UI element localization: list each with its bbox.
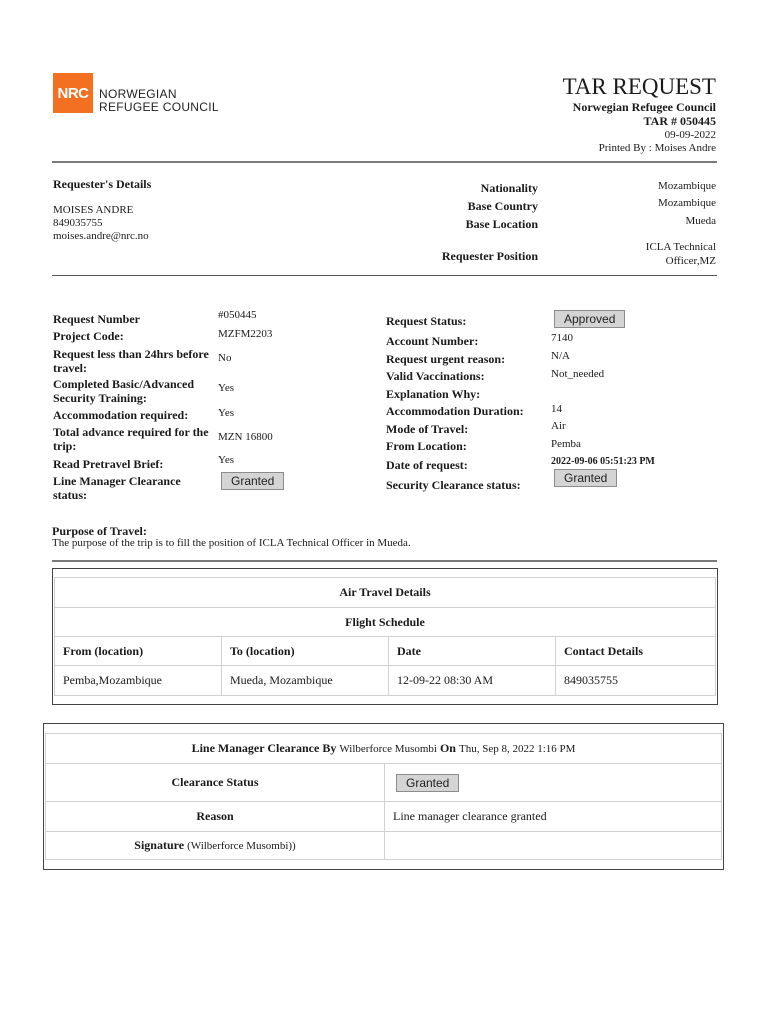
clearance-table <box>45 733 722 860</box>
explanation-label: Explanation Why: <box>386 387 481 401</box>
signature-row <box>46 832 722 860</box>
requester-position-value <box>646 240 716 268</box>
line-manager-status-text: Granted <box>221 472 284 490</box>
clearance-reason-label: Reason <box>46 802 385 832</box>
nationality-value: Mozambique <box>657 180 716 192</box>
project-code-value: MZFM2203 <box>218 328 273 340</box>
page-title: TAR REQUEST <box>562 74 716 99</box>
security-clearance-label: Security Clearance status: <box>386 478 521 492</box>
flight-to-cell: Mueda, Mozambique <box>222 666 389 696</box>
security-training-value: Yes <box>218 382 235 394</box>
request-status-badge <box>554 310 625 328</box>
less-24hrs-label-line1: Request less than 24hrs before <box>53 347 209 361</box>
request-number-label: Request Number <box>53 312 140 326</box>
security-clearance-badge <box>554 469 617 487</box>
security-clearance-text: Granted <box>554 469 617 487</box>
base-country-value: Mozambique <box>657 197 716 209</box>
urgent-reason-label: Request urgent reason: <box>386 352 506 366</box>
request-status-label: Request Status: <box>386 314 467 328</box>
org-logo-line2: REFUGEE COUNCIL <box>99 100 219 114</box>
header-divider <box>52 161 717 163</box>
org-logo-line1: NORWEGIAN <box>99 87 177 101</box>
clearance-by-row <box>46 734 722 764</box>
security-training-label-line1: Completed Basic/Advanced <box>53 377 194 391</box>
air-travel-title-row <box>55 578 716 608</box>
accommodation-value: Yes <box>218 407 235 419</box>
line-manager-clearance-label <box>53 474 181 502</box>
pretravel-value: Yes <box>218 454 235 466</box>
less-24hrs-label-line2: travel: <box>53 361 87 375</box>
purpose-label: Purpose of Travel: <box>52 524 147 538</box>
requester-name: MOISES ANDRE <box>53 204 134 216</box>
clearance-status-cell <box>385 764 722 802</box>
date-of-request-label: Date of request: <box>386 458 468 472</box>
air-travel-title: Air Travel Details <box>55 578 716 608</box>
accommodation-label: Accommodation required: <box>53 408 189 422</box>
line-manager-label-line1: Line Manager Clearance <box>53 474 181 488</box>
clearance-by-name: Wilberforce Musombi <box>339 743 437 755</box>
signature-cell <box>46 832 385 860</box>
date-of-request-value: 2022-09-06 05:51:23 PM <box>551 456 655 467</box>
nrc-logo-mark: NRC <box>53 73 93 113</box>
clearance-on-date: Thu, Sep 8, 2022 1:16 PM <box>458 743 576 755</box>
security-training-label <box>53 377 194 405</box>
advance-label-line1: Total advance required for the <box>53 425 209 439</box>
org-name: Norwegian Refugee Council <box>572 100 716 114</box>
less-24hrs-value: No <box>218 352 232 364</box>
clearance-status-badge: Granted <box>396 774 459 792</box>
line-manager-label-line2: status: <box>53 488 88 502</box>
signature-name: (Wilberforce Musombi)) <box>187 840 296 852</box>
purpose-divider <box>52 560 717 562</box>
mode-of-travel-value: Air <box>551 420 566 432</box>
pretravel-label: Read Pretravel Brief: <box>53 457 164 471</box>
flight-header-row <box>55 637 716 666</box>
advance-value: MZN 16800 <box>218 431 273 443</box>
request-status-text: Approved <box>554 310 625 328</box>
position-line1: ICLA Technical <box>645 241 716 253</box>
nationality-label: Nationality <box>480 181 538 195</box>
from-location-value: Pemba <box>551 438 581 450</box>
requester-heading: Requester's Details <box>53 177 152 191</box>
request-number-value: #050445 <box>218 309 257 321</box>
air-travel-table <box>54 577 716 696</box>
from-location-label: From Location: <box>386 439 467 453</box>
accommodation-duration-value: 14 <box>551 403 562 415</box>
vaccinations-value: Not_needed <box>551 368 605 380</box>
position-line2: Officer,MZ <box>665 255 716 267</box>
base-location-label: Base Location <box>465 217 538 231</box>
urgent-reason-value: N/A <box>551 350 570 362</box>
printed-by: Printed By : Moises Andre <box>598 142 716 154</box>
base-country-label: Base Country <box>467 199 538 213</box>
less-24hrs-label <box>53 347 209 375</box>
table-row <box>55 666 716 696</box>
clearance-status-row <box>46 764 722 802</box>
account-number-value: 7140 <box>551 332 573 344</box>
advance-label <box>53 425 209 453</box>
flight-schedule-title: Flight Schedule <box>55 608 716 637</box>
flight-contact-cell: 849035755 <box>556 666 716 696</box>
column-header-date: Date <box>389 637 556 666</box>
column-header-contact: Contact Details <box>556 637 716 666</box>
clearance-on-label: On <box>439 741 456 755</box>
security-training-label-line2: Security Training: <box>53 391 147 405</box>
flight-from-cell: Pemba,Mozambique <box>55 666 222 696</box>
line-manager-status-badge <box>221 472 284 490</box>
account-number-label: Account Number: <box>386 334 479 348</box>
base-location-value: Mueda <box>685 215 716 227</box>
advance-label-line2: trip: <box>53 439 77 453</box>
requester-position-label: Requester Position <box>441 249 538 263</box>
tar-number: TAR # 050445 <box>643 114 716 128</box>
signature-label: Signature <box>134 838 185 852</box>
requester-phone: 849035755 <box>53 217 103 229</box>
mode-of-travel-label: Mode of Travel: <box>386 422 469 436</box>
signature-value-cell <box>385 832 722 860</box>
project-code-label: Project Code: <box>53 329 124 343</box>
clearance-by-cell <box>46 734 722 764</box>
org-logo-text <box>99 88 219 114</box>
clearance-reason-row <box>46 802 722 832</box>
clearance-status-label: Clearance Status <box>46 764 385 802</box>
column-header-to: To (location) <box>222 637 389 666</box>
accommodation-duration-label: Accommodation Duration: <box>386 404 524 418</box>
header-date: 09-09-2022 <box>664 129 716 141</box>
vaccinations-label: Valid Vaccinations: <box>386 369 485 383</box>
clearance-by-label: Line Manager Clearance By <box>191 741 337 755</box>
flight-schedule-row <box>55 608 716 637</box>
purpose-text: The purpose of the trip is to fill the position of ICLA Technical Officer in Mueda. <box>52 537 411 549</box>
flight-date-cell: 12-09-22 08:30 AM <box>389 666 556 696</box>
column-header-from: From (location) <box>55 637 222 666</box>
requester-email: moises.andre@nrc.no <box>53 230 149 242</box>
clearance-reason-value: Line manager clearance granted <box>385 802 722 832</box>
requester-divider <box>52 275 717 276</box>
